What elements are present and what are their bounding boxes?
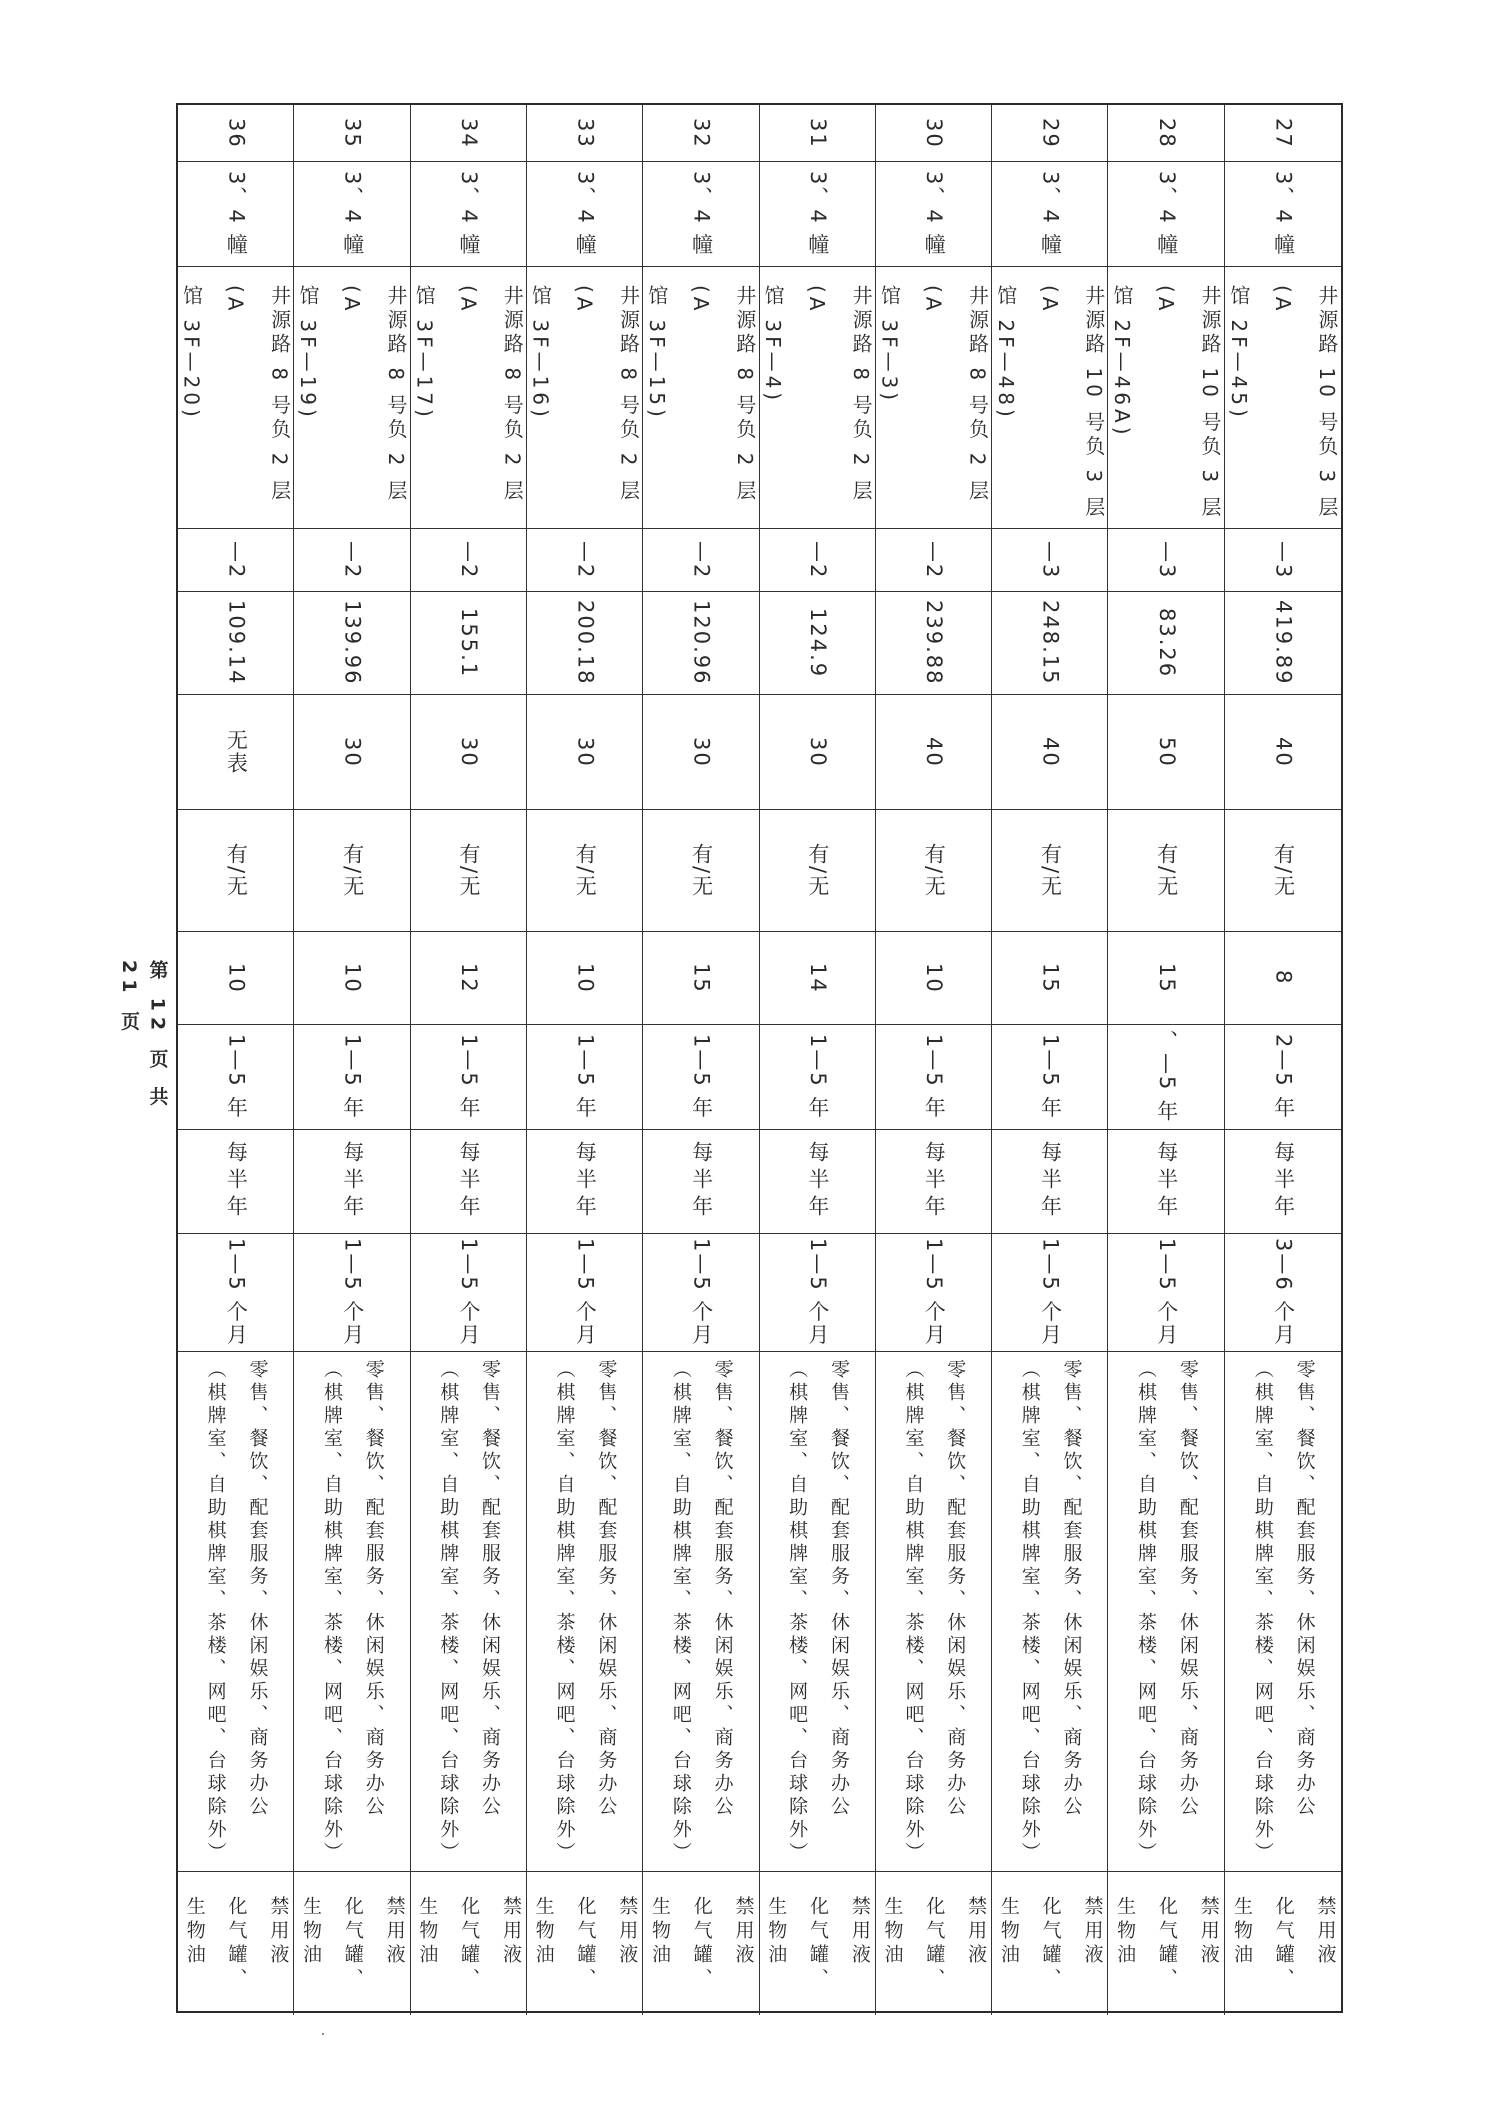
- table-cell: [294, 529, 410, 592]
- table-cell: [643, 1352, 759, 1872]
- cell-free-period: 1—5 个月: [1154, 1238, 1179, 1347]
- table-cell: [760, 1872, 876, 2015]
- table-cell: [1225, 1025, 1341, 1130]
- cell-area: 155.1: [456, 607, 481, 679]
- cell-restriction: 禁用液 化气罐、 生物油: [1114, 1895, 1220, 1992]
- cell-value-1: 40: [922, 736, 947, 768]
- table-cell: [760, 162, 876, 267]
- table-cell: [643, 695, 759, 810]
- cell-area: 124.9: [805, 607, 830, 679]
- table-cell: [1108, 1130, 1224, 1234]
- table-cell: [178, 1352, 294, 1872]
- table-cell: [1108, 105, 1224, 162]
- table-cell: [411, 267, 527, 529]
- table-cell: [294, 1025, 410, 1130]
- table-cell: [527, 810, 643, 932]
- cell-purpose: 零售、餐饮、配套服务、休闲娱乐、商务办公 （棋牌室、自助棋牌室、茶楼、网吧、台球除外）: [320, 1358, 385, 1865]
- cell-no: 32: [689, 117, 714, 149]
- table-cell: [1225, 592, 1341, 695]
- table-cell: [992, 1352, 1108, 1872]
- cell-purpose: 零售、餐饮、配套服务、休闲娱乐、商务办公 （棋牌室、自助棋牌室、茶楼、网吧、台球除外）: [553, 1358, 618, 1865]
- cell-payment-cycle: 每半年: [224, 1141, 249, 1222]
- cell-purpose: 零售、餐饮、配套服务、休闲娱乐、商务办公 （棋牌室、自助棋牌室、茶楼、网吧、台球除外）: [437, 1358, 502, 1865]
- table-cell: [643, 267, 759, 529]
- table-cell: [527, 1352, 643, 1872]
- table-cell: [1108, 267, 1224, 529]
- table-cell: [1108, 1352, 1224, 1872]
- table-cell: [760, 529, 876, 592]
- cell-free-period: 1—5 个月: [340, 1238, 365, 1347]
- table-cell: [643, 932, 759, 1025]
- table-cell: [760, 810, 876, 932]
- cell-floor: —2: [689, 540, 714, 580]
- cell-address: 井源路 8 号负 2 层(A 馆 3F—3): [877, 285, 990, 504]
- lease-table: [176, 103, 1343, 2013]
- table-cell: [992, 105, 1108, 162]
- table-cell: [1225, 1130, 1341, 1234]
- table-cell: [178, 810, 294, 932]
- table-cell: [1108, 162, 1224, 267]
- table-cell: [1108, 1872, 1224, 2015]
- table-cell: [178, 162, 294, 267]
- table-cell: [294, 1872, 410, 2015]
- table-cell: [1225, 695, 1341, 810]
- table-cell: [992, 1872, 1108, 2015]
- table-cell: [411, 932, 527, 1025]
- table-cell: [1108, 810, 1224, 932]
- table-cell: [294, 162, 410, 267]
- table-cell: [760, 695, 876, 810]
- table-cell: [876, 932, 992, 1025]
- table-cell: [294, 695, 410, 810]
- cell-building: 3、4 幢: [224, 171, 249, 257]
- cell-building: 3、4 幢: [922, 171, 947, 257]
- table-cell: [876, 529, 992, 592]
- table-cell: [643, 105, 759, 162]
- table-cell: [643, 1234, 759, 1352]
- cell-area: 83.26: [1154, 607, 1179, 679]
- table-cell: [527, 592, 643, 695]
- cell-value-3: 15: [689, 962, 714, 994]
- cell-term: 1—5 年: [573, 1034, 598, 1120]
- cell-term: 1—5 年: [805, 1034, 830, 1120]
- table-cell: [178, 1130, 294, 1234]
- cell-floor: —2: [456, 540, 481, 580]
- cell-floor: —3: [1154, 540, 1179, 580]
- table-cell: [294, 810, 410, 932]
- table-cell: [876, 1234, 992, 1352]
- cell-free-period: 1—5 个月: [805, 1238, 830, 1347]
- cell-purpose: 零售、餐饮、配套服务、休闲娱乐、商务办公 （棋牌室、自助棋牌室、茶楼、网吧、台球除外）: [786, 1358, 850, 1865]
- cell-purpose: 零售、餐饮、配套服务、休闲娱乐、商务办公 （棋牌室、自助棋牌室、茶楼、网吧、台球除外）: [1018, 1358, 1083, 1865]
- cell-address: 井源路 8 号负 2 层(A 馆 3F—4): [761, 285, 874, 504]
- cell-payment-cycle: 每半年: [1154, 1141, 1179, 1222]
- table-cell: [1108, 529, 1224, 592]
- cell-value-2: 有/无: [922, 842, 947, 899]
- table-cell: [760, 932, 876, 1025]
- table-cell: [643, 592, 759, 695]
- cell-value-3: 8: [1271, 970, 1296, 986]
- table-cell: [411, 695, 527, 810]
- cell-value-3: 14: [805, 962, 830, 994]
- table-cell: [876, 1352, 992, 1872]
- table-cell: [1108, 1234, 1224, 1352]
- table-cell: [876, 592, 992, 695]
- table-cell: [760, 1130, 876, 1234]
- cell-address: 井源路 8 号负 2 层(A 馆 3F—20): [179, 285, 292, 504]
- table-cell: [411, 1234, 527, 1352]
- cell-floor: —2: [922, 540, 947, 580]
- table-cell: [760, 267, 876, 529]
- table-cell: [992, 932, 1108, 1025]
- table-cell: [294, 1130, 410, 1234]
- table-cell: [294, 105, 410, 162]
- table-cell: [1108, 932, 1224, 1025]
- cell-floor: —3: [1271, 540, 1296, 580]
- table-cell: [876, 1025, 992, 1130]
- table-cell: [527, 1025, 643, 1130]
- table-cell: [527, 529, 643, 592]
- cell-value-2: 有/无: [689, 842, 714, 899]
- cell-value-3: 15: [1154, 962, 1179, 994]
- page-number: 第 12 页 共 21 页: [118, 960, 169, 1112]
- table-cell: [411, 592, 527, 695]
- cell-free-period: 1—5 个月: [689, 1238, 714, 1347]
- table-cell: [643, 1025, 759, 1130]
- table-cell: [178, 267, 294, 529]
- cell-payment-cycle: 每半年: [1271, 1141, 1296, 1222]
- cell-value-3: 12: [456, 962, 481, 994]
- table-cell: [1108, 592, 1224, 695]
- cell-value-3: 10: [340, 962, 365, 994]
- cell-floor: —2: [805, 540, 830, 580]
- cell-value-3: 10: [224, 962, 249, 994]
- cell-restriction: 禁用液 化气罐、 生物油: [1230, 1895, 1337, 1992]
- table-cell: [1108, 1025, 1224, 1130]
- cell-value-1: 50: [1154, 736, 1179, 768]
- table-cell: [294, 592, 410, 695]
- cell-floor: —3: [1038, 540, 1063, 580]
- table-cell: [876, 267, 992, 529]
- cell-no: 31: [805, 117, 830, 149]
- cell-address: 井源路 8 号负 2 层(A 馆 3F—17): [412, 285, 525, 504]
- cell-value-1: 无表: [224, 729, 249, 775]
- cell-area: 200.18: [573, 600, 598, 686]
- table-cell: [992, 1025, 1108, 1130]
- cell-free-period: 1—5 个月: [224, 1238, 249, 1347]
- table-cell: [1225, 1234, 1341, 1352]
- cell-area: 120.96: [689, 600, 714, 686]
- page-footer: [118, 960, 169, 1160]
- cell-value-3: 15: [1038, 962, 1063, 994]
- table-cell: [1225, 1872, 1341, 2015]
- cell-area: 139.96: [340, 600, 365, 686]
- table-cell: [992, 810, 1108, 932]
- cell-value-1: 30: [456, 736, 481, 768]
- cell-term: 1—5 年: [1038, 1034, 1063, 1120]
- cell-floor: —2: [340, 540, 365, 580]
- cell-free-period: 1—5 个月: [573, 1238, 598, 1347]
- table-cell: [876, 1872, 992, 2015]
- cell-address: 井源路 10 号负 3 层(A 馆 2F—48): [993, 285, 1106, 521]
- cell-restriction: 禁用液 化气罐、 生物油: [300, 1895, 406, 1992]
- table-cell: [527, 267, 643, 529]
- table-cell: [992, 1234, 1108, 1352]
- cell-value-1: 40: [1038, 736, 1063, 768]
- cell-purpose: 零售、餐饮、配套服务、休闲娱乐、商务办公 （棋牌室、自助棋牌室、茶楼、网吧、台球除外）: [1135, 1358, 1199, 1865]
- cell-free-period: 1—5 个月: [456, 1238, 481, 1347]
- cell-value-3: 10: [573, 962, 598, 994]
- cell-payment-cycle: 每半年: [340, 1141, 365, 1222]
- table-cell: [411, 162, 527, 267]
- table-cell: [411, 1025, 527, 1130]
- table-cell: [178, 1872, 294, 2015]
- table-cell: [1108, 695, 1224, 810]
- cell-restriction: 禁用液 化气罐、 生物油: [765, 1895, 871, 1992]
- cell-building: 3、4 幢: [805, 171, 830, 257]
- cell-value-1: 30: [805, 736, 830, 768]
- table-cell: [178, 695, 294, 810]
- cell-building: 3、4 幢: [1038, 171, 1063, 257]
- cell-purpose: 零售、餐饮、配套服务、休闲娱乐、商务办公 （棋牌室、自助棋牌室、茶楼、网吧、台球除外）: [1251, 1358, 1316, 1865]
- table-cell: [992, 267, 1108, 529]
- table-cell: [1225, 1352, 1341, 1872]
- table-cell: [876, 162, 992, 267]
- table-cell: [760, 1025, 876, 1130]
- table-cell: [178, 105, 294, 162]
- cell-restriction: 禁用液 化气罐、 生物油: [416, 1895, 522, 1992]
- cell-address: 井源路 10 号负 3 层(A 馆 2F—46A): [1110, 285, 1223, 521]
- table-cell: [992, 695, 1108, 810]
- table-cell: [643, 1130, 759, 1234]
- cell-term: 1—5 年: [922, 1034, 947, 1120]
- cell-building: 3、4 幢: [1271, 171, 1296, 257]
- cell-area: 109.14: [224, 600, 249, 686]
- table-cell: [527, 162, 643, 267]
- cell-restriction: 禁用液 化气罐、 生物油: [183, 1895, 290, 1992]
- cell-area: 239.88: [922, 600, 947, 686]
- cell-payment-cycle: 每半年: [456, 1141, 481, 1222]
- cell-payment-cycle: 每半年: [1038, 1141, 1063, 1222]
- table-cell: [527, 105, 643, 162]
- cell-address: 井源路 8 号负 2 层(A 馆 3F—15): [644, 285, 757, 504]
- table-cell: [411, 1872, 527, 2015]
- cell-payment-cycle: 每半年: [573, 1141, 598, 1222]
- table-cell: [643, 810, 759, 932]
- table-cell: [411, 810, 527, 932]
- cell-building: 3、4 幢: [1154, 171, 1179, 257]
- cell-term: 1—5 年: [224, 1034, 249, 1120]
- cell-restriction: 禁用液 化气罐、 生物油: [648, 1895, 755, 1992]
- table-cell: [178, 592, 294, 695]
- cell-no: 35: [340, 117, 365, 149]
- cell-payment-cycle: 每半年: [689, 1141, 714, 1222]
- cell-building: 3、4 幢: [689, 171, 714, 257]
- cell-free-period: 1—5 个月: [922, 1238, 947, 1347]
- cell-value-1: 40: [1271, 736, 1296, 768]
- table-cell: [527, 1872, 643, 2015]
- table-cell: [1225, 267, 1341, 529]
- cell-value-2: 有/无: [1038, 842, 1063, 899]
- table-cell: [411, 1130, 527, 1234]
- table-cell: [760, 1352, 876, 1872]
- cell-term: 1—5 年: [340, 1034, 365, 1120]
- scan-speck: [322, 2033, 324, 2035]
- table-cell: [294, 267, 410, 529]
- table-cell: [876, 695, 992, 810]
- cell-purpose: 零售、餐饮、配套服务、休闲娱乐、商务办公 （棋牌室、自助棋牌室、茶楼、网吧、台球除外）: [669, 1358, 734, 1865]
- cell-no: 27: [1271, 117, 1296, 149]
- table-cell: [992, 162, 1108, 267]
- table-cell: [992, 592, 1108, 695]
- cell-no: 36: [224, 117, 249, 149]
- table-cell: [411, 105, 527, 162]
- table-cell: [527, 695, 643, 810]
- table-cell: [643, 162, 759, 267]
- cell-restriction: 禁用液 化气罐、 生物油: [997, 1895, 1104, 1992]
- table-cell: [178, 932, 294, 1025]
- table-cell: [760, 105, 876, 162]
- cell-value-2: 有/无: [224, 842, 249, 899]
- cell-value-2: 有/无: [456, 842, 481, 899]
- cell-no: 29: [1038, 117, 1063, 149]
- cell-value-2: 有/无: [1271, 842, 1296, 899]
- table-cell: [527, 932, 643, 1025]
- table-cell: [992, 1130, 1108, 1234]
- cell-building: 3、4 幢: [340, 171, 365, 257]
- cell-value-3: 10: [922, 962, 947, 994]
- cell-term: 1—5 年: [456, 1034, 481, 1120]
- table-cell: [876, 105, 992, 162]
- table-cell: [643, 1872, 759, 2015]
- cell-term: 、—5 年: [1154, 1030, 1179, 1124]
- cell-no: 33: [573, 117, 598, 149]
- cell-payment-cycle: 每半年: [922, 1141, 947, 1222]
- cell-value-2: 有/无: [573, 842, 598, 899]
- cell-purpose: 零售、餐饮、配套服务、休闲娱乐、商务办公 （棋牌室、自助棋牌室、茶楼、网吧、台球除外）: [902, 1358, 967, 1865]
- table-cell: [643, 529, 759, 592]
- cell-value-1: 30: [573, 736, 598, 768]
- table-cell: [294, 1352, 410, 1872]
- table-cell: [1225, 105, 1341, 162]
- cell-value-2: 有/无: [340, 842, 365, 899]
- table-cell: [876, 810, 992, 932]
- table-cell: [178, 529, 294, 592]
- cell-value-2: 有/无: [805, 842, 830, 899]
- table-cell: [411, 1352, 527, 1872]
- table-cell: [411, 529, 527, 592]
- cell-address: 井源路 8 号负 2 层(A 馆 3F—16): [528, 285, 641, 504]
- table-cell: [1225, 529, 1341, 592]
- table-cell: [1225, 162, 1341, 267]
- cell-no: 34: [456, 117, 481, 149]
- table-cell: [527, 1130, 643, 1234]
- cell-address: 井源路 8 号负 2 层(A 馆 3F—19): [295, 285, 408, 504]
- table-cell: [1225, 932, 1341, 1025]
- table-cell: [992, 529, 1108, 592]
- cell-area: 419.89: [1271, 600, 1296, 686]
- cell-address: 井源路 10 号负 3 层(A 馆 2F—45): [1226, 285, 1339, 521]
- cell-value-1: 30: [689, 736, 714, 768]
- table-cell: [760, 592, 876, 695]
- table-cell: [1225, 810, 1341, 932]
- cell-value-2: 有/无: [1154, 842, 1179, 899]
- cell-restriction: 禁用液 化气罐、 生物油: [532, 1895, 639, 1992]
- cell-no: 30: [922, 117, 947, 149]
- table-cell: [178, 1025, 294, 1130]
- cell-purpose: 零售、餐饮、配套服务、休闲娱乐、商务办公 （棋牌室、自助棋牌室、茶楼、网吧、台球除外）: [204, 1358, 269, 1865]
- cell-area: 248.15: [1038, 600, 1063, 686]
- cell-term: 1—5 年: [689, 1034, 714, 1120]
- cell-building: 3、4 幢: [456, 171, 481, 257]
- cell-floor: —2: [573, 540, 598, 580]
- cell-building: 3、4 幢: [573, 171, 598, 257]
- cell-floor: —2: [224, 540, 249, 580]
- cell-term: 2—5 年: [1271, 1034, 1296, 1120]
- table-cell: [294, 932, 410, 1025]
- cell-free-period: 3—6 个月: [1271, 1238, 1296, 1347]
- table-cell: [760, 1234, 876, 1352]
- table-cell: [294, 1234, 410, 1352]
- table-cell: [178, 1234, 294, 1352]
- cell-free-period: 1—5 个月: [1038, 1238, 1063, 1347]
- table-cell: [876, 1130, 992, 1234]
- cell-payment-cycle: 每半年: [805, 1141, 830, 1222]
- table-cell: [527, 1234, 643, 1352]
- cell-restriction: 禁用液 化气罐、 生物油: [881, 1895, 988, 1992]
- cell-value-1: 30: [340, 736, 365, 768]
- cell-no: 28: [1154, 117, 1179, 149]
